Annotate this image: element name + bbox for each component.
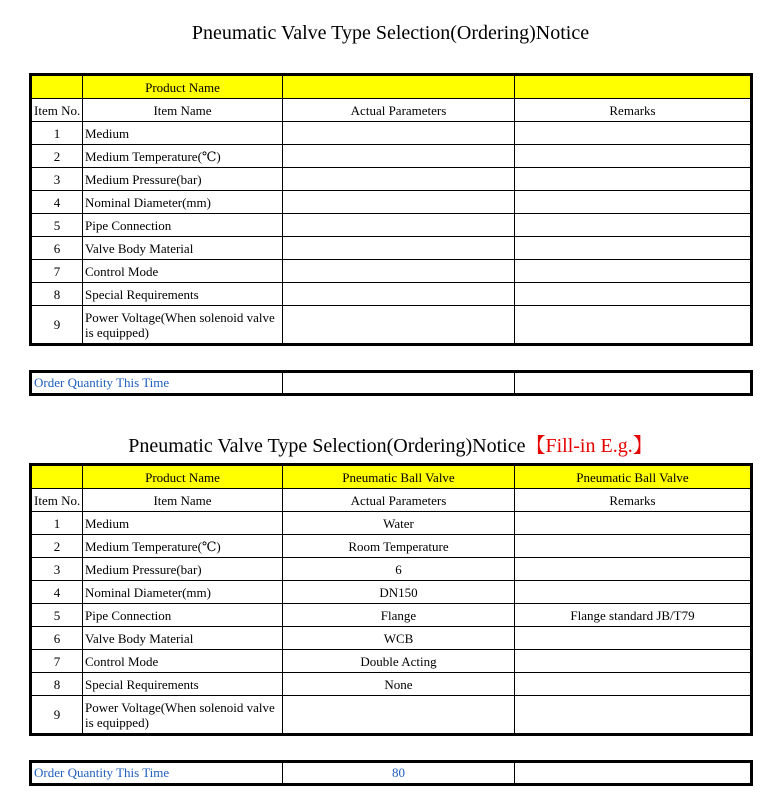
- remarks-field[interactable]: [515, 283, 752, 306]
- header-actual-parameters: Actual Parameters: [283, 489, 515, 512]
- fill-in-example-tag: 【Fill-in E.g.】: [525, 435, 653, 457]
- item-name: Medium: [83, 512, 283, 535]
- item-no: 6: [31, 627, 83, 650]
- item-name: Special Requirements: [83, 283, 283, 306]
- actual-parameter-field[interactable]: [283, 214, 515, 237]
- remarks-field[interactable]: [515, 306, 752, 345]
- remarks-field[interactable]: [515, 168, 752, 191]
- product-value-field[interactable]: Pneumatic Ball Valve: [283, 465, 515, 489]
- actual-parameter-field[interactable]: 6: [283, 558, 515, 581]
- table-row: [31, 237, 752, 260]
- order-quantity-field[interactable]: [283, 372, 515, 395]
- form2-title-text: Pneumatic Valve Type Selection(Ordering)Notice: [128, 435, 526, 457]
- actual-parameter-field[interactable]: Room Temperature: [283, 535, 515, 558]
- header-item-name: Item Name: [83, 489, 283, 512]
- remarks-field[interactable]: [515, 191, 752, 214]
- item-no: 8: [31, 283, 83, 306]
- item-name: Nominal Diameter(mm): [83, 191, 283, 214]
- actual-parameter-field[interactable]: None: [283, 673, 515, 696]
- item-no: 9: [31, 696, 83, 735]
- actual-parameter-field[interactable]: Double Acting: [283, 650, 515, 673]
- item-name: Valve Body Material: [83, 237, 283, 260]
- remarks-field[interactable]: [515, 260, 752, 283]
- remarks-field[interactable]: [515, 214, 752, 237]
- form1-table: [29, 73, 753, 346]
- form2-table: [29, 463, 753, 736]
- product-remarks-field[interactable]: [515, 75, 752, 99]
- product-row: [31, 465, 752, 489]
- actual-parameter-field[interactable]: DN150: [283, 581, 515, 604]
- header-remarks: Remarks: [515, 489, 752, 512]
- actual-parameter-field[interactable]: [283, 191, 515, 214]
- header-item-no: Item No.: [31, 99, 83, 122]
- remarks-field[interactable]: [515, 145, 752, 168]
- item-name: Medium: [83, 122, 283, 145]
- table-row: [31, 581, 752, 604]
- item-name: Control Mode: [83, 260, 283, 283]
- actual-parameter-field[interactable]: [283, 237, 515, 260]
- header-row: [31, 99, 752, 122]
- remarks-field[interactable]: [515, 696, 752, 735]
- item-name: Medium Pressure(bar): [83, 168, 283, 191]
- order-quantity-row: [31, 372, 752, 395]
- product-remarks-field[interactable]: Pneumatic Ball Valve: [515, 465, 752, 489]
- item-no: 3: [31, 558, 83, 581]
- table-row: [31, 558, 752, 581]
- remarks-field[interactable]: [515, 558, 752, 581]
- item-no: 5: [31, 214, 83, 237]
- remarks-field[interactable]: [515, 237, 752, 260]
- header-item-name: Item Name: [83, 99, 283, 122]
- table-row: [31, 145, 752, 168]
- table-row: [31, 214, 752, 237]
- remarks-field[interactable]: [515, 650, 752, 673]
- item-no: 8: [31, 673, 83, 696]
- order-quantity-row: [31, 762, 752, 785]
- form1-title: [0, 22, 781, 45]
- item-no: 1: [31, 122, 83, 145]
- table-row: [31, 260, 752, 283]
- table-row: [31, 512, 752, 535]
- product-value-field[interactable]: [283, 75, 515, 99]
- order-quantity-label: Order Quantity This Time: [31, 372, 283, 395]
- table-row: [31, 306, 752, 345]
- item-name: Valve Body Material: [83, 627, 283, 650]
- order-quantity-remarks[interactable]: [515, 372, 752, 395]
- item-name: Pipe Connection: [83, 214, 283, 237]
- actual-parameter-field[interactable]: Flange: [283, 604, 515, 627]
- table-row: [31, 283, 752, 306]
- item-name: Medium Pressure(bar): [83, 558, 283, 581]
- item-no: 4: [31, 191, 83, 214]
- table-row: [31, 122, 752, 145]
- remarks-field[interactable]: [515, 581, 752, 604]
- header-remarks: Remarks: [515, 99, 752, 122]
- order-quantity-field[interactable]: 80: [283, 762, 515, 785]
- actual-parameter-field[interactable]: [283, 696, 515, 735]
- item-no: 7: [31, 650, 83, 673]
- remarks-field[interactable]: [515, 122, 752, 145]
- actual-parameter-field[interactable]: [283, 145, 515, 168]
- table-row: [31, 168, 752, 191]
- item-no: 4: [31, 581, 83, 604]
- actual-parameter-field[interactable]: [283, 168, 515, 191]
- remarks-field[interactable]: [515, 535, 752, 558]
- product-corner: [31, 465, 83, 489]
- header-row: [31, 489, 752, 512]
- item-no: 2: [31, 145, 83, 168]
- item-no: 3: [31, 168, 83, 191]
- form2-order-quantity: [29, 760, 753, 786]
- order-quantity-remarks[interactable]: [515, 762, 752, 785]
- table-row: [31, 191, 752, 214]
- item-name: Pipe Connection: [83, 604, 283, 627]
- table-row: [31, 604, 752, 627]
- actual-parameter-field[interactable]: [283, 306, 515, 345]
- actual-parameter-field[interactable]: Water: [283, 512, 515, 535]
- item-name: Special Requirements: [83, 673, 283, 696]
- item-name: Power Voltage(When solenoid valve is equipped): [83, 306, 283, 345]
- item-name: Power Voltage(When solenoid valve is equipped): [83, 696, 283, 735]
- product-label: Product Name: [83, 465, 283, 489]
- product-row: [31, 75, 752, 99]
- actual-parameter-field[interactable]: [283, 122, 515, 145]
- remarks-field[interactable]: [515, 627, 752, 650]
- actual-parameter-field[interactable]: [283, 283, 515, 306]
- table-row: [31, 650, 752, 673]
- product-label: Product Name: [83, 75, 283, 99]
- form2-title: [0, 429, 781, 458]
- actual-parameter-field[interactable]: [283, 260, 515, 283]
- header-actual-parameters: Actual Parameters: [283, 99, 515, 122]
- item-no: 1: [31, 512, 83, 535]
- table-row: [31, 535, 752, 558]
- item-no: 5: [31, 604, 83, 627]
- form1-order-quantity: [29, 370, 753, 396]
- item-name: Nominal Diameter(mm): [83, 581, 283, 604]
- item-no: 2: [31, 535, 83, 558]
- order-quantity-label: Order Quantity This Time: [31, 762, 283, 785]
- remarks-field[interactable]: Flange standard JB/T79: [515, 604, 752, 627]
- item-no: 6: [31, 237, 83, 260]
- item-name: Control Mode: [83, 650, 283, 673]
- table-row: [31, 673, 752, 696]
- header-item-no: Item No.: [31, 489, 83, 512]
- item-name: Medium Temperature(℃): [83, 535, 283, 558]
- item-no: 9: [31, 306, 83, 345]
- table-row: [31, 696, 752, 735]
- form1-title-text: Pneumatic Valve Type Selection(Ordering)Notice: [191, 22, 590, 44]
- remarks-field[interactable]: [515, 673, 752, 696]
- product-corner: [31, 75, 83, 99]
- remarks-field[interactable]: [515, 512, 752, 535]
- actual-parameter-field[interactable]: WCB: [283, 627, 515, 650]
- item-no: 7: [31, 260, 83, 283]
- item-name: Medium Temperature(℃): [83, 145, 283, 168]
- table-row: [31, 627, 752, 650]
